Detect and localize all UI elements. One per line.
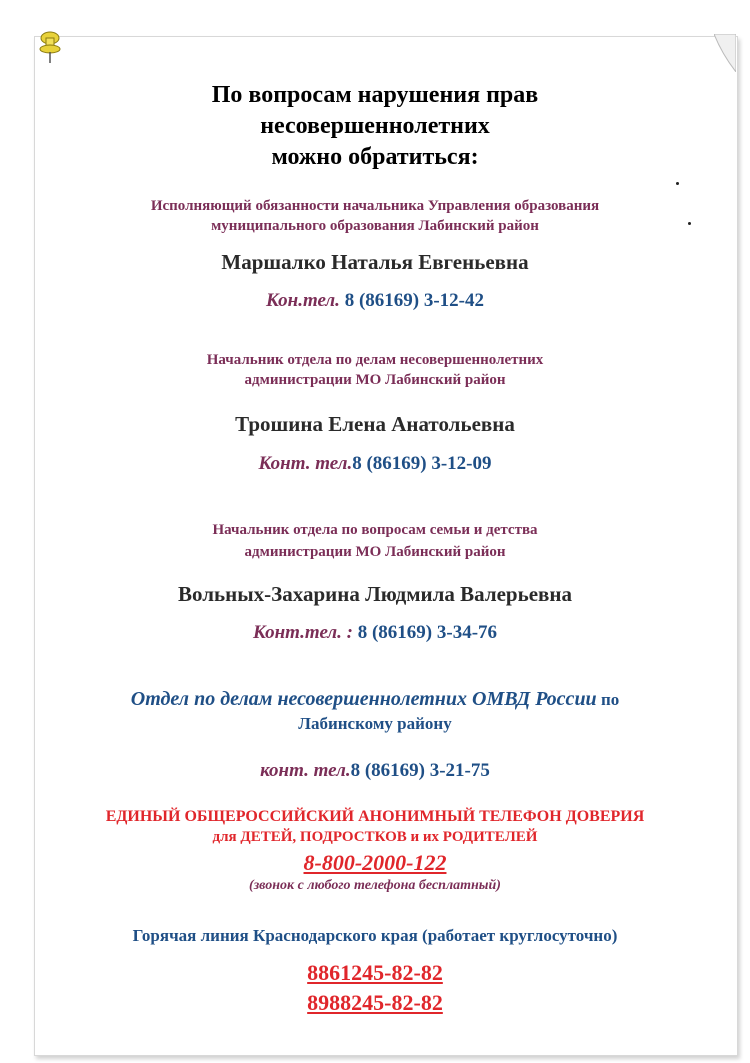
contact-3-position-line-2: администрации МО Лабинский район xyxy=(244,544,506,560)
speck-mark xyxy=(676,182,679,185)
hotline-number-2: 8988245-82-82 xyxy=(307,990,443,1015)
helpline-note: (звонок с любого телефона бесплатный) xyxy=(249,878,501,893)
contact-2-phone xyxy=(0,453,750,475)
hotline-title: Горячая линия Краснодарского края (работает круглосуточно) xyxy=(132,926,618,945)
contact-3-name: Вольных-Захарина Людмила Валерьевна xyxy=(178,582,572,606)
contact-2-position-line-2: администрации МО Лабинский район xyxy=(244,372,506,388)
page-title-line-3: можно обратиться: xyxy=(271,144,479,170)
pushpin-icon xyxy=(37,30,63,64)
omvd-title-line-2: Лабинскому району xyxy=(298,714,452,733)
contact-3-position-line-1: Начальник отдела по вопросам семьи и детства xyxy=(212,522,538,538)
omvd-phone-label: конт. тел. xyxy=(260,760,351,781)
hotline-number-1: 8861245-82-82 xyxy=(307,960,443,985)
contact-3-phone-number: 8 (86169) 3-34-76 xyxy=(357,622,498,643)
contact-2-phone-number: 8 (86169) 3-12-09 xyxy=(352,453,492,474)
omvd-title-italic: Отдел по делам несовершеннолетних ОМВД России xyxy=(130,688,597,710)
omvd-phone xyxy=(0,760,750,782)
contact-2-phone-label: Конт. тел. xyxy=(258,453,353,474)
helpline-number: 8-800-2000-122 xyxy=(303,850,447,875)
contact-1-phone-number: 8 (86169) 3-12-42 xyxy=(339,290,484,311)
page-title-line-2: несовершеннолетних xyxy=(260,113,490,139)
omvd-title-rest: по xyxy=(596,690,620,709)
helpline-title-line-2: для ДЕТЕЙ, ПОДРОСТКОВ и их РОДИТЕЛЕЙ xyxy=(212,829,538,845)
page-curl-icon xyxy=(714,34,736,72)
helpline-title-line-1: ЕДИНЫЙ ОБЩЕРОССИЙСКИЙ АНОНИМНЫЙ ТЕЛЕФОН ДОВЕРИЯ xyxy=(105,808,645,825)
contact-1-phone xyxy=(0,290,750,312)
contact-2-position-line-1: Начальник отдела по делам несовершеннолетних xyxy=(206,352,544,368)
contact-1-name: Маршалко Наталья Евгеньевна xyxy=(221,250,529,274)
omvd-phone-number: 8 (86169) 3-21-75 xyxy=(350,760,490,781)
contact-1-position-line-2: муниципального образования Лабинский район xyxy=(211,218,539,234)
omvd-title xyxy=(0,688,750,711)
contact-3-phone-label: Конт.тел. : xyxy=(252,622,358,643)
contact-3-phone xyxy=(0,622,750,644)
page-title-line-1: По вопросам нарушения прав xyxy=(211,82,539,108)
contact-1-position-line-1: Исполняющий обязанности начальника Управления образования xyxy=(150,198,600,214)
contact-1-phone-label: Кон.тел. xyxy=(265,290,340,311)
contact-2-name: Трошина Елена Анатольевна xyxy=(235,412,515,436)
